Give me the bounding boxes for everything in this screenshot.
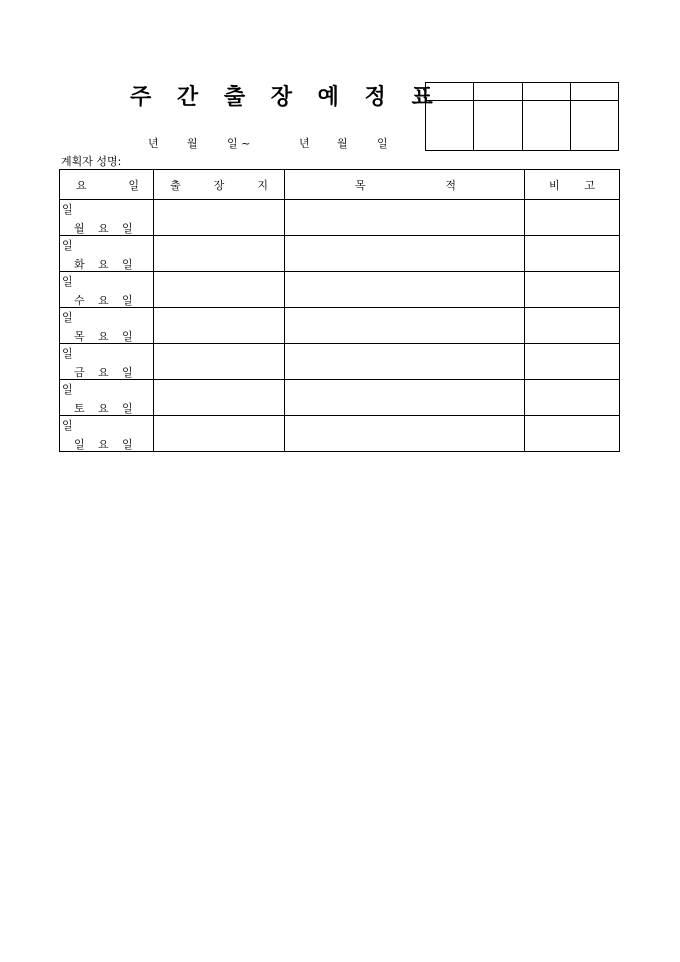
destination-cell[interactable] bbox=[154, 416, 285, 452]
schedule-table bbox=[59, 169, 620, 452]
page-title: 주 간 출 장 예 정 표 bbox=[130, 84, 442, 110]
remarks-cell[interactable] bbox=[525, 380, 620, 416]
remarks-cell[interactable] bbox=[525, 416, 620, 452]
period-to-month: 월 bbox=[337, 137, 348, 150]
day-name: 금 요 일 bbox=[74, 366, 133, 379]
header-day bbox=[60, 170, 154, 200]
header-destination-char: 장 bbox=[213, 178, 225, 192]
day-cell[interactable] bbox=[60, 200, 154, 236]
header-remarks-char: 비 bbox=[549, 178, 560, 192]
day-date-prefix: 일 bbox=[62, 203, 73, 216]
planner-name-label: 계획자 성명: bbox=[61, 155, 122, 168]
remarks-cell[interactable] bbox=[525, 236, 620, 272]
period-from-day: 일 ~ bbox=[227, 137, 251, 150]
purpose-cell[interactable] bbox=[285, 344, 525, 380]
remarks-cell[interactable] bbox=[525, 200, 620, 236]
purpose-cell[interactable] bbox=[285, 416, 525, 452]
day-name: 수 요 일 bbox=[74, 294, 133, 307]
purpose-cell[interactable] bbox=[285, 380, 525, 416]
header-destination-char: 지 bbox=[257, 178, 268, 192]
approval-sign-cell[interactable] bbox=[474, 101, 522, 151]
header-day-char: 일 bbox=[128, 178, 139, 192]
day-cell[interactable] bbox=[60, 380, 154, 416]
day-name: 목 요 일 bbox=[74, 330, 133, 343]
day-date-prefix: 일 bbox=[62, 239, 73, 252]
approval-header-cell[interactable] bbox=[426, 83, 474, 101]
destination-cell[interactable] bbox=[154, 272, 285, 308]
remarks-cell[interactable] bbox=[525, 308, 620, 344]
remarks-cell[interactable] bbox=[525, 272, 620, 308]
destination-cell[interactable] bbox=[154, 236, 285, 272]
table-row bbox=[60, 416, 620, 452]
header-destination-char: 출 bbox=[170, 178, 181, 192]
destination-cell[interactable] bbox=[154, 200, 285, 236]
day-cell[interactable] bbox=[60, 236, 154, 272]
table-row bbox=[60, 344, 620, 380]
day-name: 일 요 일 bbox=[74, 438, 133, 451]
destination-cell[interactable] bbox=[154, 344, 285, 380]
header-remarks bbox=[525, 170, 620, 200]
header-destination bbox=[154, 170, 285, 200]
day-date-prefix: 일 bbox=[62, 419, 73, 432]
header-purpose-char: 적 bbox=[445, 178, 456, 192]
approval-sign-cell[interactable] bbox=[570, 101, 618, 151]
purpose-cell[interactable] bbox=[285, 200, 525, 236]
day-date-prefix: 일 bbox=[62, 383, 73, 396]
day-name: 토 요 일 bbox=[74, 402, 133, 415]
header-purpose bbox=[285, 170, 525, 200]
table-row bbox=[60, 308, 620, 344]
day-cell[interactable] bbox=[60, 416, 154, 452]
approval-header-cell[interactable] bbox=[570, 83, 618, 101]
table-row bbox=[60, 236, 620, 272]
purpose-cell[interactable] bbox=[285, 236, 525, 272]
day-name: 화 요 일 bbox=[74, 258, 133, 271]
day-date-prefix: 일 bbox=[62, 311, 73, 324]
day-date-prefix: 일 bbox=[62, 347, 73, 360]
day-cell[interactable] bbox=[60, 272, 154, 308]
period-from-year: 년 bbox=[148, 137, 159, 150]
destination-cell[interactable] bbox=[154, 308, 285, 344]
day-cell[interactable] bbox=[60, 308, 154, 344]
day-name: 월 요 일 bbox=[74, 222, 133, 235]
purpose-cell[interactable] bbox=[285, 272, 525, 308]
approval-header-cell[interactable] bbox=[522, 83, 570, 101]
period-to-year: 년 bbox=[299, 137, 310, 150]
approval-sign-cell[interactable] bbox=[426, 101, 474, 151]
period-from-month: 월 bbox=[187, 137, 198, 150]
approval-sign-cell[interactable] bbox=[522, 101, 570, 151]
table-row bbox=[60, 200, 620, 236]
header-purpose-char: 목 bbox=[355, 178, 366, 192]
approval-box bbox=[425, 82, 619, 151]
table-row bbox=[60, 380, 620, 416]
purpose-cell[interactable] bbox=[285, 308, 525, 344]
table-row bbox=[60, 272, 620, 308]
header-remarks-char: 고 bbox=[584, 178, 595, 192]
remarks-cell[interactable] bbox=[525, 344, 620, 380]
approval-header-cell[interactable] bbox=[474, 83, 522, 101]
day-date-prefix: 일 bbox=[62, 275, 73, 288]
destination-cell[interactable] bbox=[154, 380, 285, 416]
period-to-day: 일 bbox=[377, 137, 388, 150]
day-cell[interactable] bbox=[60, 344, 154, 380]
header-day-char: 요 bbox=[76, 178, 87, 192]
